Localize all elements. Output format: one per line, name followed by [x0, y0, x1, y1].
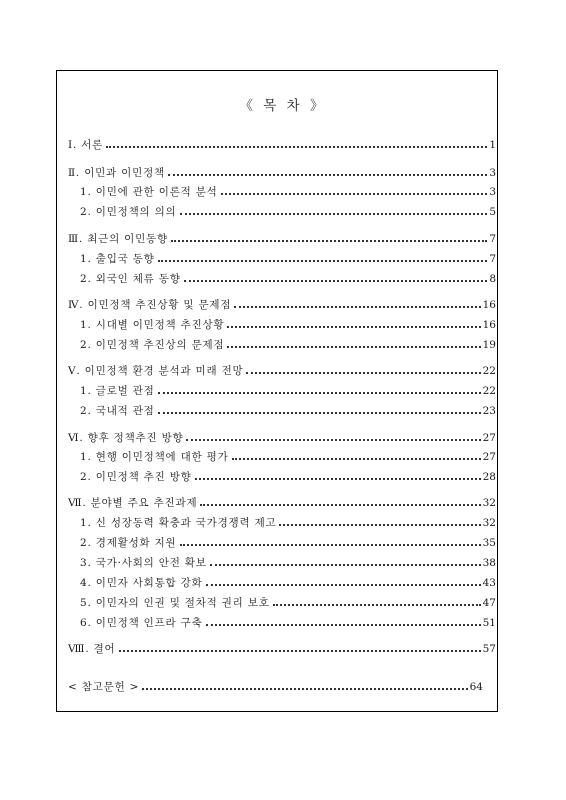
toc-leader-dots — [206, 584, 481, 586]
toc-section[interactable] — [68, 312, 496, 332]
toc-page-number: 64 — [469, 681, 483, 693]
toc-leader-dots — [279, 524, 480, 526]
toc-leader-dots — [168, 174, 487, 176]
toc-page-number: 51 — [482, 617, 496, 629]
toc-page-number: 23 — [482, 405, 496, 417]
toc-label: 3. 국가·사회의 안전 확보 — [80, 557, 207, 569]
toc-section[interactable] — [68, 570, 496, 590]
toc-page-number: 32 — [482, 517, 496, 529]
toc-leader-dots — [221, 193, 488, 195]
toc-page-number: 7 — [489, 233, 496, 245]
toc-label: 6. 이민정책 인프라 구축 — [80, 617, 203, 629]
toc-leader-dots — [158, 412, 481, 414]
toc-section[interactable] — [68, 550, 496, 570]
toc-chapter[interactable] — [68, 226, 496, 246]
toc-section[interactable] — [68, 378, 496, 398]
toc-page-number: 47 — [482, 597, 496, 609]
toc-leader-dots — [184, 280, 488, 282]
toc-page-number: 16 — [482, 319, 496, 331]
toc-page-number: 7 — [489, 253, 496, 265]
toc-label: Ⅳ. 이민정책 추진상황 및 문제점 — [68, 299, 232, 311]
toc-leader-dots — [234, 306, 480, 308]
toc-label: 1. 출입국 동향 — [80, 253, 155, 265]
toc-chapter[interactable] — [68, 292, 496, 312]
toc-leader-dots — [171, 240, 487, 242]
toc-page-number: 27 — [482, 432, 496, 444]
toc-page-number: 3 — [489, 186, 496, 198]
toc-leader-dots — [180, 213, 488, 215]
toc-label: Ⅱ. 이민과 이민정책 — [68, 167, 165, 179]
toc-section[interactable] — [68, 464, 496, 484]
toc-leader-dots — [119, 650, 481, 652]
toc-label: Ⅶ. 분야별 주요 추진과제 — [68, 497, 198, 509]
toc-leader-dots — [232, 458, 481, 460]
toc-leader-dots — [273, 604, 481, 606]
toc-label: 1. 이민에 관한 이론적 분석 — [80, 186, 218, 198]
toc-page-number: 8 — [489, 273, 496, 285]
toc-label: Ⅰ. 서론 — [68, 139, 104, 151]
toc-section[interactable] — [68, 444, 496, 464]
toc-label: Ⅵ. 향후 정책추진 방향 — [68, 432, 184, 444]
toc-leader-dots — [227, 326, 480, 328]
toc-page-number: 35 — [482, 537, 496, 549]
toc-leader-dots — [186, 439, 480, 441]
toc-label: Ⅷ. 결어 — [68, 643, 116, 655]
toc-chapter[interactable] — [68, 490, 496, 510]
toc-page-number: 32 — [482, 497, 496, 509]
toc-leader-dots — [206, 624, 481, 626]
toc-page-number: 5 — [489, 206, 496, 218]
toc-label: 5. 이민자의 인권 및 절차적 권리 보호 — [80, 597, 270, 609]
toc-chapter[interactable] — [68, 636, 496, 656]
toc-leader-dots — [210, 564, 481, 566]
toc-label: 2. 외국인 체류 동향 — [80, 273, 181, 285]
toc-leader-dots — [142, 688, 467, 690]
toc-page-number: 22 — [482, 365, 496, 377]
toc-label: 1. 신 성장동력 확충과 국가경쟁력 제고 — [80, 517, 277, 529]
toc-section[interactable] — [68, 179, 496, 199]
toc-section[interactable] — [68, 530, 496, 550]
toc-page-number: 28 — [482, 471, 496, 483]
toc-page-number: 3 — [489, 167, 496, 179]
toc-label: 1. 글로벌 관점 — [80, 385, 155, 397]
toc-section[interactable] — [68, 590, 496, 610]
toc-label: 2. 국내적 관점 — [80, 405, 155, 417]
toc-leader-dots — [180, 544, 481, 546]
toc-label: 4. 이민자 사회통합 강화 — [80, 577, 203, 589]
toc-leader-dots — [200, 504, 480, 506]
toc-label: 2. 이민정책 추진 방향 — [80, 471, 192, 483]
toc-page-number: 57 — [482, 643, 496, 655]
toc-page-number: 27 — [482, 451, 496, 463]
toc-section[interactable] — [68, 199, 496, 219]
toc-section[interactable] — [68, 610, 496, 630]
toc-chapter[interactable] — [68, 358, 496, 378]
toc-section[interactable] — [68, 332, 496, 352]
toc-leader-dots — [246, 372, 480, 374]
toc-title: 《 목 차 》 — [239, 98, 327, 114]
toc-page-number: 22 — [482, 385, 496, 397]
toc-chapter[interactable] — [68, 160, 496, 180]
toc-section[interactable] — [68, 266, 496, 286]
toc-leader-dots — [195, 478, 481, 480]
toc-label: Ⅴ. 이민정책 환경 분석과 미래 전망 — [68, 365, 244, 377]
toc-label: 1. 시대별 이민정책 추진상황 — [80, 319, 225, 331]
toc-references[interactable] — [68, 674, 483, 694]
toc-label: 1. 현행 이민정책에 대한 평가 — [80, 451, 229, 463]
toc-label: 2. 이민정책 추진상의 문제점 — [80, 339, 225, 351]
toc-chapter[interactable] — [68, 132, 496, 152]
toc-leader-dots — [106, 146, 487, 148]
toc-leader-dots — [158, 260, 488, 262]
toc-section[interactable] — [68, 246, 496, 266]
toc-page-number: 43 — [482, 577, 496, 589]
toc-page-number: 1 — [489, 139, 496, 151]
toc-label: Ⅲ. 최근의 이민동향 — [68, 233, 168, 245]
toc-chapter[interactable] — [68, 425, 496, 445]
toc-leader-dots — [227, 346, 480, 348]
toc-section[interactable] — [68, 398, 496, 418]
toc-page-number: 16 — [482, 299, 496, 311]
toc-page-number: 38 — [482, 557, 496, 569]
toc-page-number: 19 — [482, 339, 496, 351]
toc-label: 2. 이민정책의 의의 — [80, 206, 177, 218]
toc-label: < 참고문헌 > — [68, 681, 140, 693]
toc-section[interactable] — [68, 510, 496, 530]
toc-label: 2. 경제활성화 지원 — [80, 537, 177, 549]
toc-leader-dots — [158, 392, 481, 394]
